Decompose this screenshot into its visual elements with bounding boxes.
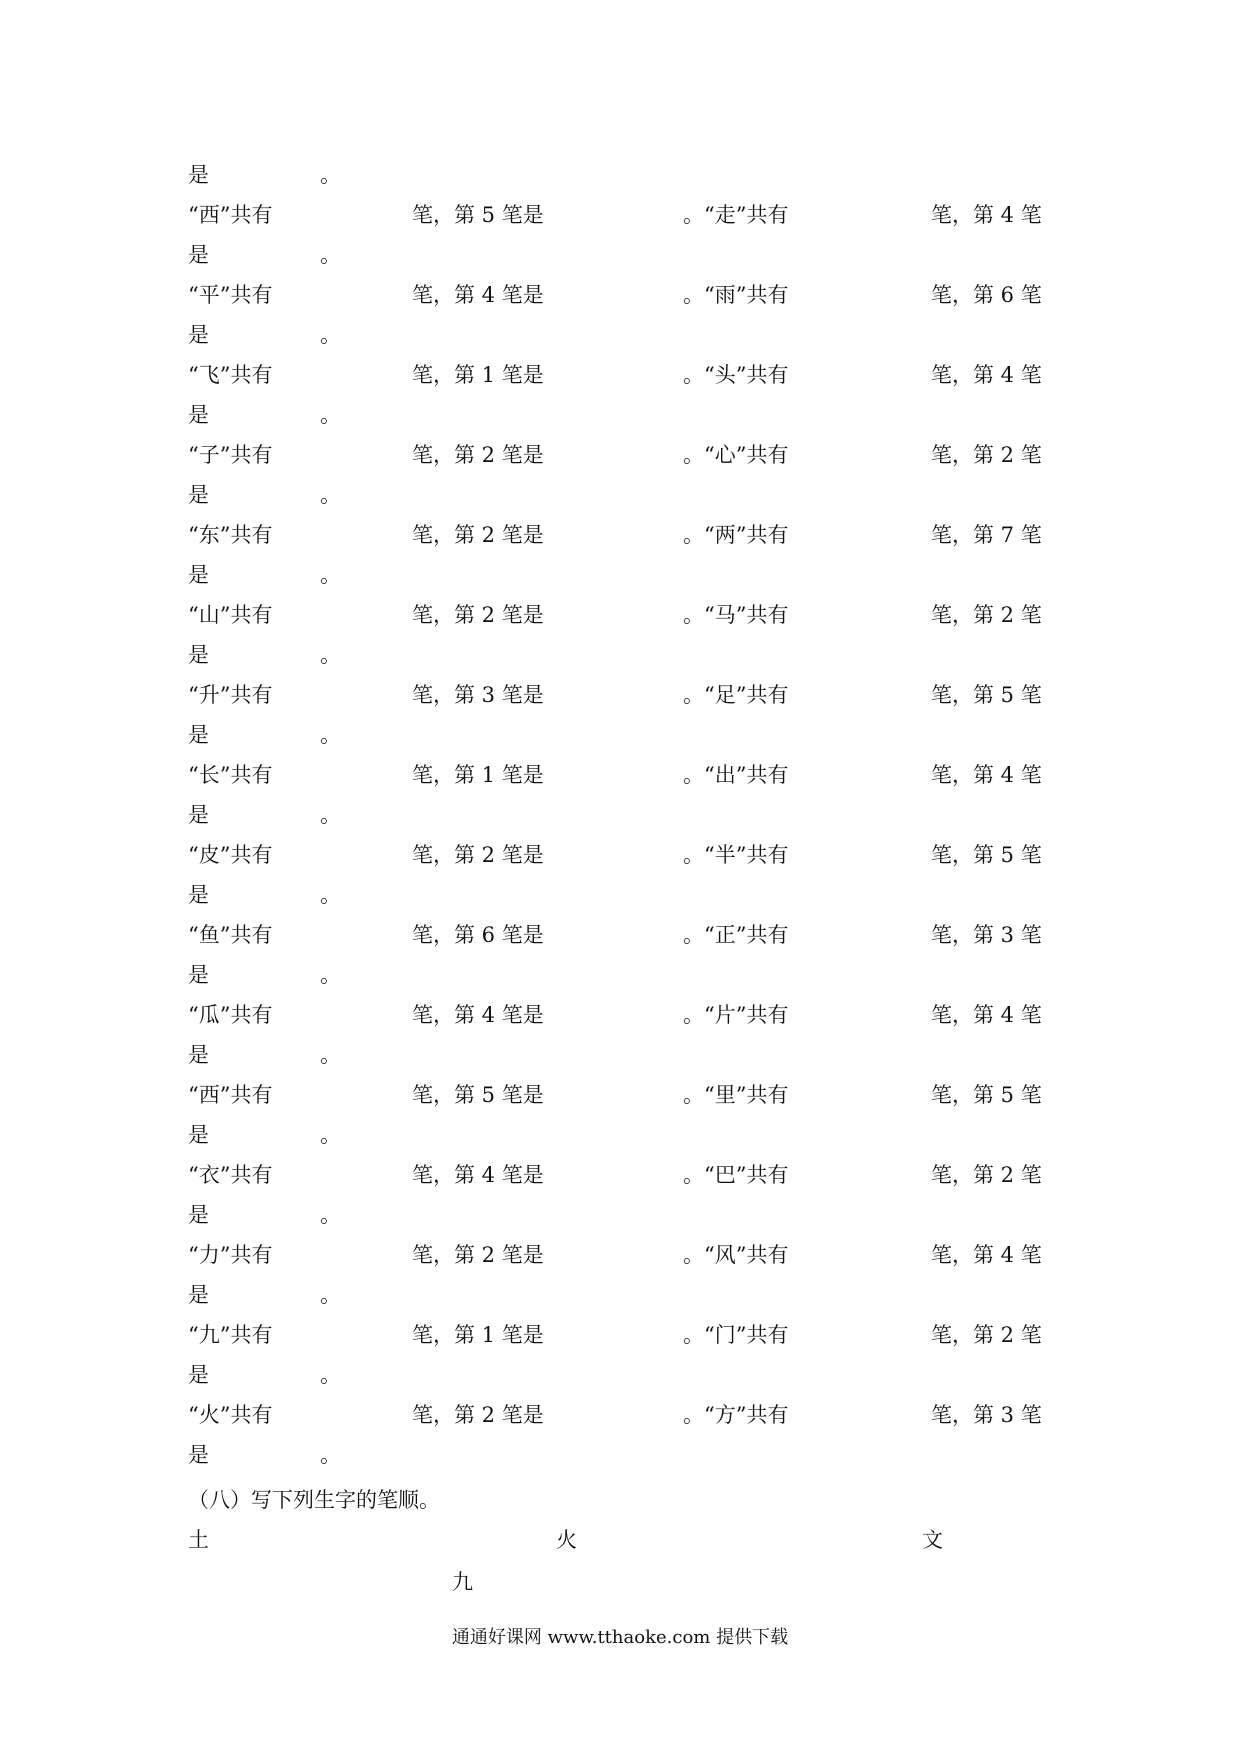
question-prompt-a: “火”共有 xyxy=(188,1403,273,1427)
answer-line xyxy=(0,1035,1240,1075)
answer-period: 。 xyxy=(320,1043,341,1067)
question-prompt-b: 。“里”共有 xyxy=(683,1083,789,1107)
question-stroke-b: 笔，第 2 笔 xyxy=(931,1163,1042,1187)
question-prompt-a: “九”共有 xyxy=(188,1323,273,1347)
question-row xyxy=(0,435,1240,475)
answer-label: 是 xyxy=(188,403,209,427)
answer-period: 。 xyxy=(320,563,341,587)
question-stroke-a: 笔，第 2 笔是 xyxy=(412,523,544,547)
stroke-order-char: 文 xyxy=(922,1528,943,1552)
answer-label: 是 xyxy=(188,483,209,507)
footer: 通通好课网 www.tthaoke.com 提供下载 xyxy=(451,1627,789,1648)
question-row xyxy=(0,755,1240,795)
question-prompt-a: “皮”共有 xyxy=(188,843,273,867)
answer-label: 是 xyxy=(188,243,209,267)
question-prompt-b: 。“出”共有 xyxy=(683,763,789,787)
question-stroke-b: 笔，第 5 笔 xyxy=(931,1083,1042,1107)
question-prompt-a: “西”共有 xyxy=(188,1083,273,1107)
question-prompt-a: “瓜”共有 xyxy=(188,1003,273,1027)
question-stroke-a: 笔，第 2 笔是 xyxy=(412,443,544,467)
question-row xyxy=(0,675,1240,715)
question-prompt-b: 。“半”共有 xyxy=(683,843,789,867)
question-prompt-a: “鱼”共有 xyxy=(188,923,273,947)
stroke-order-char: 九 xyxy=(452,1570,473,1594)
answer-label: 是 xyxy=(188,163,209,187)
answer-period: 。 xyxy=(320,163,341,187)
question-row xyxy=(0,1395,1240,1435)
answer-line xyxy=(0,1275,1240,1315)
question-stroke-b: 笔，第 4 笔 xyxy=(931,1003,1042,1027)
answer-period: 。 xyxy=(320,803,341,827)
answer-period: 。 xyxy=(320,403,341,427)
answer-label: 是 xyxy=(188,883,209,907)
answer-label: 是 xyxy=(188,1443,209,1467)
question-prompt-b: 。“门”共有 xyxy=(683,1323,789,1347)
answer-label: 是 xyxy=(188,1283,209,1307)
question-prompt-b: 。“片”共有 xyxy=(683,1003,789,1027)
stroke-order-char: 土 xyxy=(188,1528,209,1552)
question-stroke-a: 笔，第 4 笔是 xyxy=(412,1003,544,1027)
question-prompt-a: “西”共有 xyxy=(188,203,273,227)
question-stroke-a: 笔，第 4 笔是 xyxy=(412,1163,544,1187)
question-row xyxy=(0,835,1240,875)
question-prompt-b: 。“足”共有 xyxy=(683,683,789,707)
question-prompt-b: 。“方”共有 xyxy=(683,1403,789,1427)
question-row xyxy=(0,355,1240,395)
question-prompt-b: 。“两”共有 xyxy=(683,523,789,547)
answer-period: 。 xyxy=(320,483,341,507)
question-stroke-a: 笔，第 2 笔是 xyxy=(412,1243,544,1267)
answer-line xyxy=(0,555,1240,595)
question-row xyxy=(0,915,1240,955)
question-stroke-b: 笔，第 3 笔 xyxy=(931,923,1042,947)
answer-period: 。 xyxy=(320,323,341,347)
question-prompt-a: “山”共有 xyxy=(188,603,273,627)
answer-line xyxy=(0,395,1240,435)
question-prompt-b: 。“雨”共有 xyxy=(683,283,789,307)
question-prompt-b: 。“巴”共有 xyxy=(683,1163,789,1187)
question-stroke-b: 笔，第 5 笔 xyxy=(931,683,1042,707)
question-prompt-b: 。“风”共有 xyxy=(683,1243,789,1267)
question-stroke-b: 笔，第 6 笔 xyxy=(931,283,1042,307)
question-stroke-b: 笔，第 2 笔 xyxy=(931,603,1042,627)
answer-period: 。 xyxy=(320,883,341,907)
first-answer-line xyxy=(0,155,1240,195)
question-prompt-a: “升”共有 xyxy=(188,683,273,707)
answer-line xyxy=(0,635,1240,675)
question-row xyxy=(0,1235,1240,1275)
question-row xyxy=(0,1315,1240,1355)
answer-period: 。 xyxy=(320,723,341,747)
question-stroke-a: 笔，第 1 笔是 xyxy=(412,363,544,387)
answer-label: 是 xyxy=(188,1123,209,1147)
answer-period: 。 xyxy=(320,1363,341,1387)
answer-label: 是 xyxy=(188,723,209,747)
answer-label: 是 xyxy=(188,643,209,667)
question-stroke-b: 笔，第 2 笔 xyxy=(931,443,1042,467)
question-prompt-a: “子”共有 xyxy=(188,443,273,467)
question-prompt-b: 。“马”共有 xyxy=(683,603,789,627)
question-stroke-b: 笔，第 5 笔 xyxy=(931,843,1042,867)
question-row xyxy=(0,275,1240,315)
question-stroke-a: 笔，第 5 笔是 xyxy=(412,203,544,227)
answer-period: 。 xyxy=(320,643,341,667)
question-row xyxy=(0,1155,1240,1195)
question-prompt-a: “衣”共有 xyxy=(188,1163,273,1187)
question-stroke-b: 笔，第 2 笔 xyxy=(931,1323,1042,1347)
answer-line xyxy=(0,1355,1240,1395)
question-stroke-a: 笔，第 1 笔是 xyxy=(412,763,544,787)
answer-line xyxy=(0,315,1240,355)
question-stroke-b: 笔，第 3 笔 xyxy=(931,1403,1042,1427)
answer-line xyxy=(0,1115,1240,1155)
question-row xyxy=(0,995,1240,1035)
answer-line xyxy=(0,1435,1240,1475)
question-row xyxy=(0,595,1240,635)
answer-line xyxy=(0,475,1240,515)
question-stroke-b: 笔，第 7 笔 xyxy=(931,523,1042,547)
section-8-title: （八）写下列生字的笔顺。 xyxy=(188,1488,440,1512)
answer-line xyxy=(0,1195,1240,1235)
question-stroke-a: 笔，第 4 笔是 xyxy=(412,283,544,307)
answer-period: 。 xyxy=(320,963,341,987)
answer-line xyxy=(0,875,1240,915)
question-stroke-b: 笔，第 4 笔 xyxy=(931,763,1042,787)
answer-line xyxy=(0,955,1240,995)
answer-label: 是 xyxy=(188,803,209,827)
question-prompt-a: “东”共有 xyxy=(188,523,273,547)
question-prompt-b: 。“心”共有 xyxy=(683,443,789,467)
answer-line xyxy=(0,715,1240,755)
question-prompt-a: “力”共有 xyxy=(188,1243,273,1267)
question-stroke-b: 笔，第 4 笔 xyxy=(931,363,1042,387)
answer-label: 是 xyxy=(188,1043,209,1067)
question-row xyxy=(0,515,1240,555)
question-prompt-b: 。“头”共有 xyxy=(683,363,789,387)
answer-label: 是 xyxy=(188,323,209,347)
question-stroke-a: 笔，第 2 笔是 xyxy=(412,603,544,627)
answer-period: 。 xyxy=(320,243,341,267)
answer-line xyxy=(0,235,1240,275)
answer-period: 。 xyxy=(320,1283,341,1307)
question-prompt-b: 。“走”共有 xyxy=(683,203,789,227)
question-row xyxy=(0,1075,1240,1115)
question-prompt-a: “长”共有 xyxy=(188,763,273,787)
question-stroke-b: 笔，第 4 笔 xyxy=(931,1243,1042,1267)
question-prompt-a: “飞”共有 xyxy=(188,363,273,387)
question-prompt-a: “平”共有 xyxy=(188,283,273,307)
answer-label: 是 xyxy=(188,1363,209,1387)
answer-label: 是 xyxy=(188,1203,209,1227)
answer-line xyxy=(0,795,1240,835)
question-stroke-a: 笔，第 6 笔是 xyxy=(412,923,544,947)
stroke-order-char: 火 xyxy=(556,1528,577,1552)
answer-period: 。 xyxy=(320,1123,341,1147)
question-stroke-a: 笔，第 5 笔是 xyxy=(412,1083,544,1107)
question-stroke-a: 笔，第 2 笔是 xyxy=(412,843,544,867)
question-prompt-b: 。“正”共有 xyxy=(683,923,789,947)
question-stroke-b: 笔，第 4 笔 xyxy=(931,203,1042,227)
question-stroke-a: 笔，第 2 笔是 xyxy=(412,1403,544,1427)
question-stroke-a: 笔，第 1 笔是 xyxy=(412,1323,544,1347)
question-row xyxy=(0,195,1240,235)
answer-period: 。 xyxy=(320,1203,341,1227)
answer-period: 。 xyxy=(320,1443,341,1467)
answer-label: 是 xyxy=(188,963,209,987)
answer-label: 是 xyxy=(188,563,209,587)
question-stroke-a: 笔，第 3 笔是 xyxy=(412,683,544,707)
